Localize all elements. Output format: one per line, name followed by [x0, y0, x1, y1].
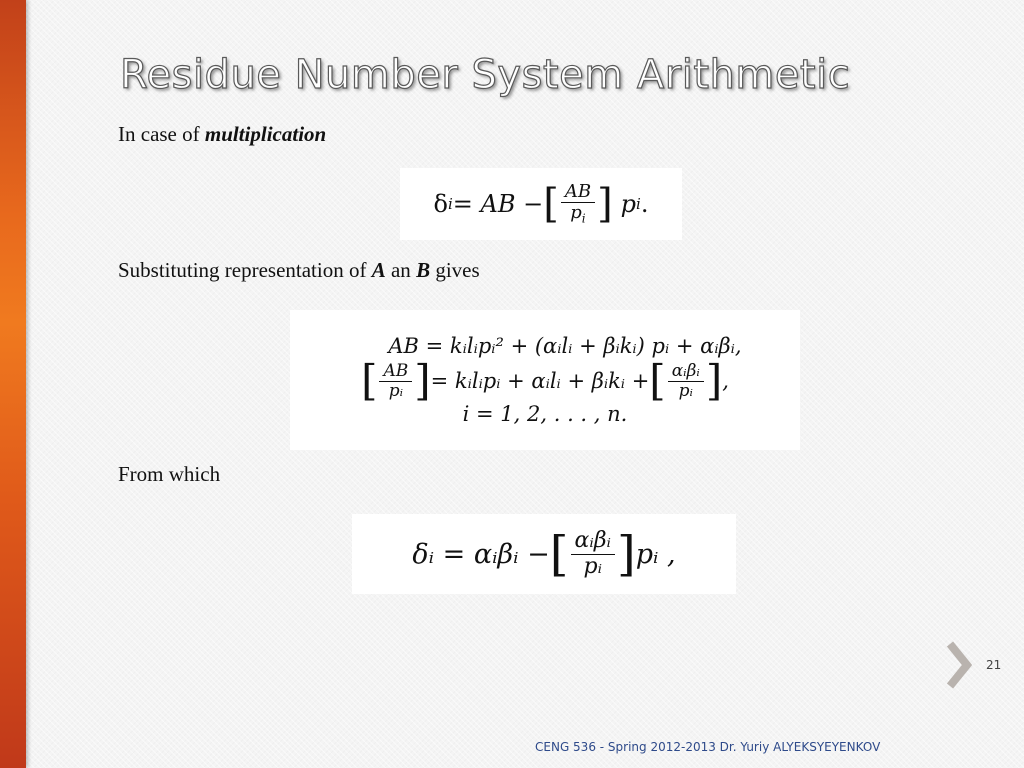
eq3-fraction: $\frac{\text{αᵢβᵢ}}{\text{pᵢ}}$ — [571, 529, 615, 578]
equation-1: δ i = AB − [ $\frac{AB}{p_i}$ ] p i . — [400, 168, 682, 240]
eq3-lhs: δᵢ = αᵢβᵢ − — [412, 538, 550, 570]
eq1-fraction — [561, 182, 595, 226]
chevron-right-icon[interactable] — [945, 640, 973, 690]
intro-prefix: In case of — [118, 122, 205, 146]
equation-3: δᵢ = αᵢβᵢ − [ $\frac{\text{αᵢβᵢ}}{\text{pᵢ}}$ ] pᵢ , — [352, 514, 736, 594]
eq1-numerator: AB — [561, 182, 595, 203]
footer-text: CENG 536 - Spring 2012-2013 Dr. Yuriy ALYEKSYEYENKOV — [535, 740, 881, 754]
from-which-line: From which — [118, 462, 221, 486]
eq1-delta: δ — [433, 189, 448, 218]
intro-emphasis: multiplication — [204, 122, 327, 146]
slide-title: Residue Number System Arithmetic — [120, 52, 851, 98]
intro-line — [118, 122, 326, 147]
eq2-row-3: i = 1, 2, . . . , n. — [462, 402, 628, 426]
equation-2 — [290, 310, 800, 450]
eq1-denominator: $p_i$ — [570, 202, 586, 226]
page-number: 21 — [986, 658, 1002, 672]
eq1-tail: p — [620, 189, 637, 218]
eq1-sub: i — [447, 194, 453, 213]
substitution-line: Substituting representation of A an B gives — [118, 258, 480, 282]
eq2-row-2: [ $\frac{AB}{\text{pᵢ}}$ ] = kᵢlᵢpᵢ + αᵢlᵢ + βᵢkᵢ + [ $\frac{\text{αᵢβᵢ}}{\text{pᵢ}}$ ] , — [361, 356, 729, 405]
eq1-ab: = AB − — [452, 189, 544, 218]
side-accent-bar — [0, 0, 26, 768]
eq3-tail: pᵢ , — [635, 538, 676, 570]
eq2-row-1: AB = kᵢlᵢpᵢ² + (αᵢlᵢ + βᵢkᵢ) pᵢ + αᵢβᵢ, — [388, 334, 742, 358]
